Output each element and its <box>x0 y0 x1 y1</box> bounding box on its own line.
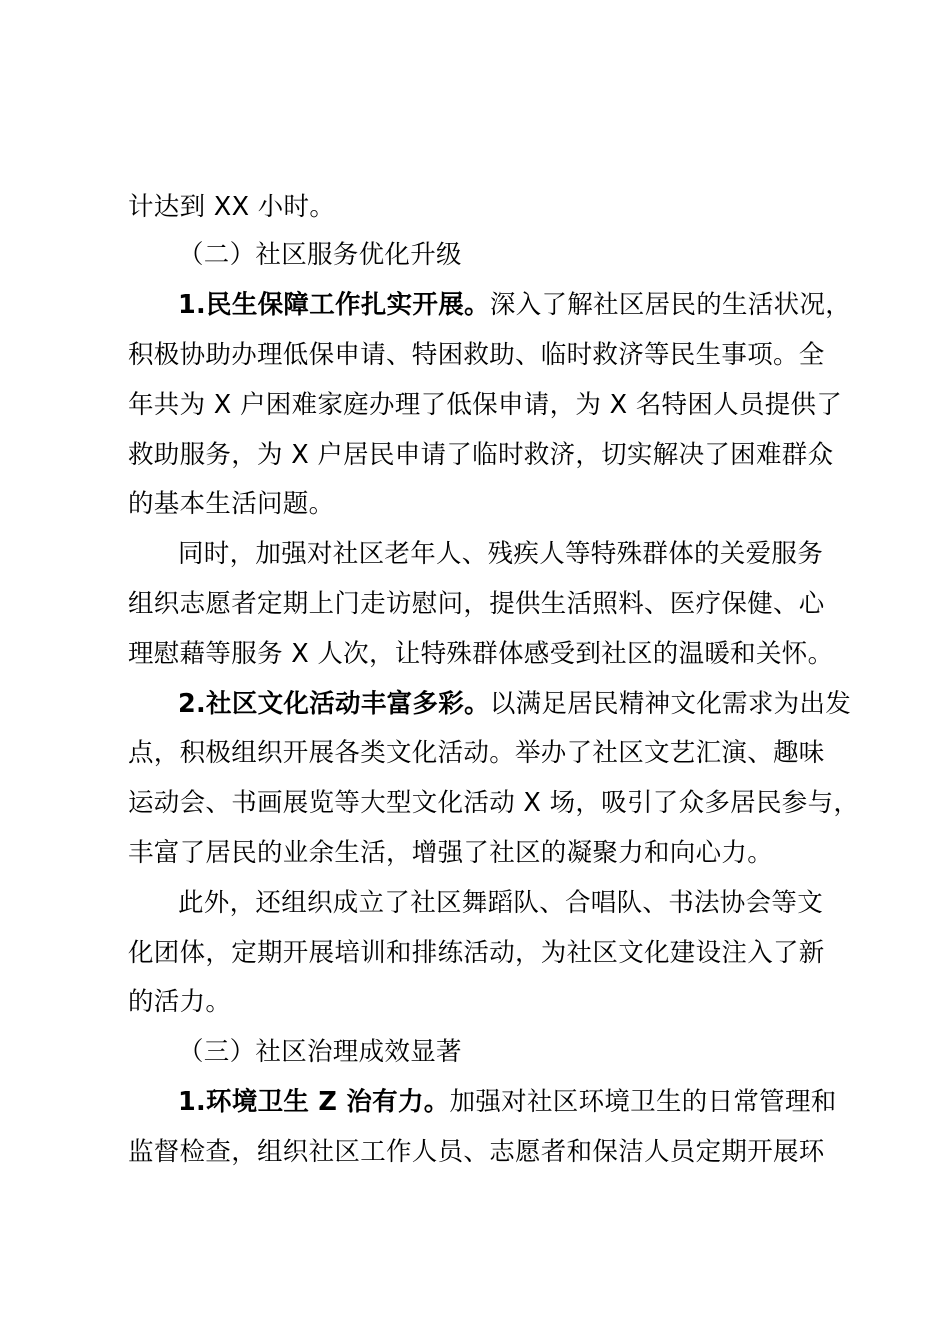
paragraph-line: 化团体，定期开展培训和排练活动，为社区文化建设注入了新 <box>128 938 825 968</box>
paragraph-text: 以满足居民精神文化需求为出发 <box>489 689 852 719</box>
paragraph-line: 监督检查，组织社区工作人员、志愿者和保洁人员定期开展环 <box>128 1137 825 1167</box>
paragraph-line: 救助服务，为 X 户居民申请了临时救济，切实解决了困难群众 <box>128 440 834 470</box>
paragraph-line: 此外，还组织成立了社区舞蹈队、合唱队、书法协会等文 <box>178 888 824 918</box>
paragraph-line <box>178 1084 837 1120</box>
paragraph-line: 同时，加强对社区老年人、残疾人等特殊群体的关爱服务 <box>178 539 824 569</box>
item-heading: 1.民生保障工作扎实开展。 <box>178 290 490 320</box>
paragraph-line: 理慰藉等服务 X 人次，让特殊群体感受到社区的温暖和关怀。 <box>128 639 834 669</box>
paragraph-line: 年共为 X 户困难家庭办理了低保申请，为 X 名特困人员提供了 <box>128 390 843 420</box>
paragraph-line: 计达到 XX 小时。 <box>128 192 336 222</box>
paragraph-line <box>178 287 851 323</box>
section-heading: （二）社区服务优化升级 <box>178 240 462 270</box>
paragraph-text: 深入了解社区居民的生活状况， <box>489 290 852 320</box>
section-heading: （三）社区治理成效显著 <box>178 1037 462 1067</box>
paragraph-text: 加强对社区环境卫生的日常管理和 <box>449 1087 837 1117</box>
paragraph-line <box>178 686 851 722</box>
paragraph-line: 的基本生活问题。 <box>128 489 335 519</box>
paragraph-line: 的活力。 <box>128 987 232 1017</box>
paragraph-line: 积极协助办理低保申请、特困救助、临时救济等民生事项。全 <box>128 340 825 370</box>
paragraph-line: 点，积极组织开展各类文化活动。举办了社区文艺汇演、趣味 <box>128 738 825 768</box>
item-heading: 1.环境卫生 Z 治有力。 <box>178 1087 450 1117</box>
paragraph-line: 组织志愿者定期上门走访慰问，提供生活照料、医疗保健、心 <box>128 589 825 619</box>
item-heading: 2.社区文化活动丰富多彩。 <box>178 689 490 719</box>
paragraph-line: 丰富了居民的业余生活，增强了社区的凝聚力和向心力。 <box>128 838 774 868</box>
paragraph-line: 运动会、书画展览等大型文化活动 X 场，吸引了众多居民参与， <box>128 788 860 818</box>
